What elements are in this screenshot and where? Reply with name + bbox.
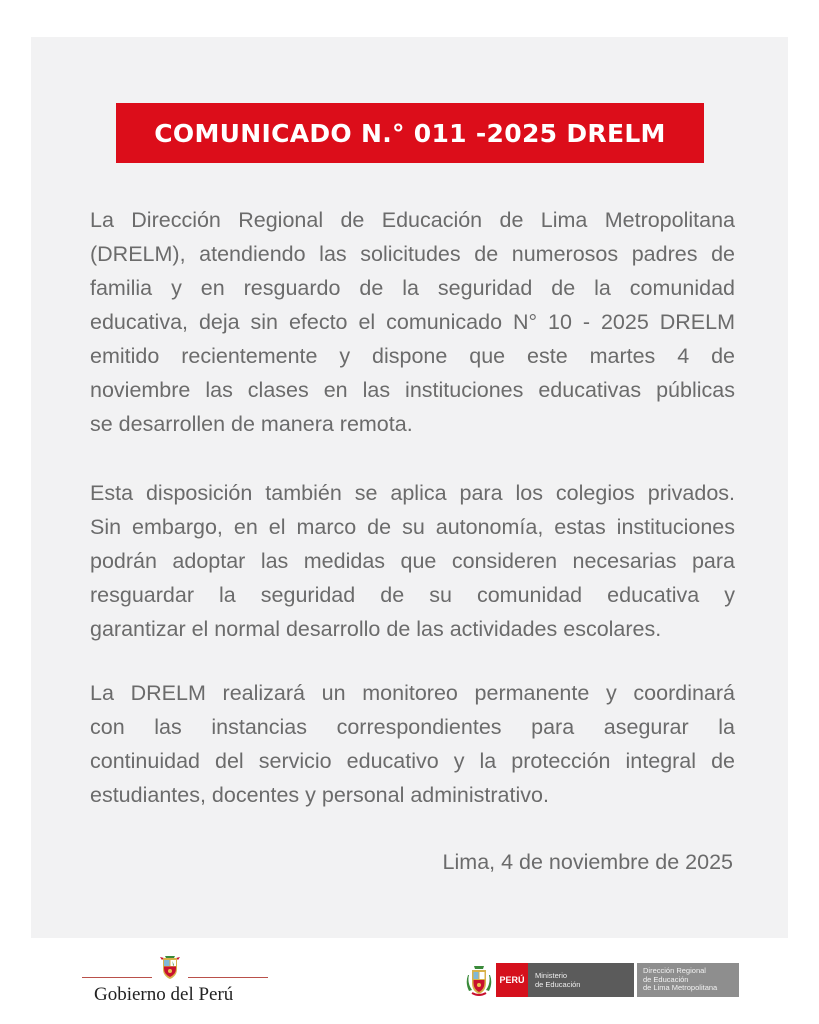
divider (188, 977, 268, 978)
text-line: Sin embargo, en el marco de su autonomía, estas instituciones (90, 515, 735, 539)
text-line: La DRELM realizará un monitoreo permanente y coordinará (90, 681, 735, 705)
peru-coat-of-arms-icon (158, 954, 182, 980)
ministerio-line: de Educación (535, 980, 581, 989)
peru-label: PERÚ (496, 963, 528, 997)
ministerio-line: Ministerio (535, 971, 568, 980)
text-line: se desarrollen de manera remota. (90, 412, 413, 436)
divider (82, 977, 152, 978)
drelm-line: de Lima Metropolitana (643, 983, 718, 993)
text-line: resguardar la seguridad de su comunidad educativa y (90, 583, 735, 607)
paragraph-3 (90, 676, 735, 812)
paragraph-2 (90, 476, 735, 646)
peru-coat-of-arms-icon (466, 963, 492, 997)
text-line: estudiantes, docentes y personal administrativo. (90, 783, 549, 807)
text-line: emitido recientemente y dispone que este martes 4 de (90, 344, 735, 368)
drelm-line: de Educación (643, 974, 689, 984)
date-line: Lima, 4 de noviembre de 2025 (442, 850, 733, 874)
text-line: podrán adoptar las medidas que consideren necesarias para (90, 549, 735, 573)
ministerio-label (528, 963, 634, 997)
text-line: Esta disposición también se aplica para los colegios privados. (90, 481, 735, 505)
drelm-line: Dirección Regional (643, 966, 706, 976)
communique-title: COMUNICADO N.° 011 -2025 DRELM (154, 118, 666, 148)
text-line: continuidad del servicio educativo y la protección integral de (90, 749, 735, 773)
paragraph-1 (90, 203, 735, 441)
text-line: noviembre las clases en las instituciones educativas públicas (90, 378, 735, 402)
gobierno-text: Gobierno del Perú (94, 984, 234, 1005)
gobierno-del-peru-logo (78, 952, 268, 1010)
text-line: La Dirección Regional de Educación de Lima Metropolitana (90, 208, 735, 232)
minedu-drelm-logo (466, 963, 739, 997)
title-banner (116, 103, 704, 163)
drelm-label (637, 963, 739, 997)
text-line: con las instancias correspondientes para asegurar la (90, 715, 735, 739)
text-line: educativa, deja sin efecto el comunicado N° 10 - 2025 DRELM (90, 310, 735, 334)
text-line: (DRELM), atendiendo las solicitudes de numerosos padres de (90, 242, 735, 266)
text-line: garantizar el normal desarrollo de las actividades escolares. (90, 617, 662, 641)
text-line: familia y en resguardo de la seguridad de la comunidad (90, 276, 735, 300)
